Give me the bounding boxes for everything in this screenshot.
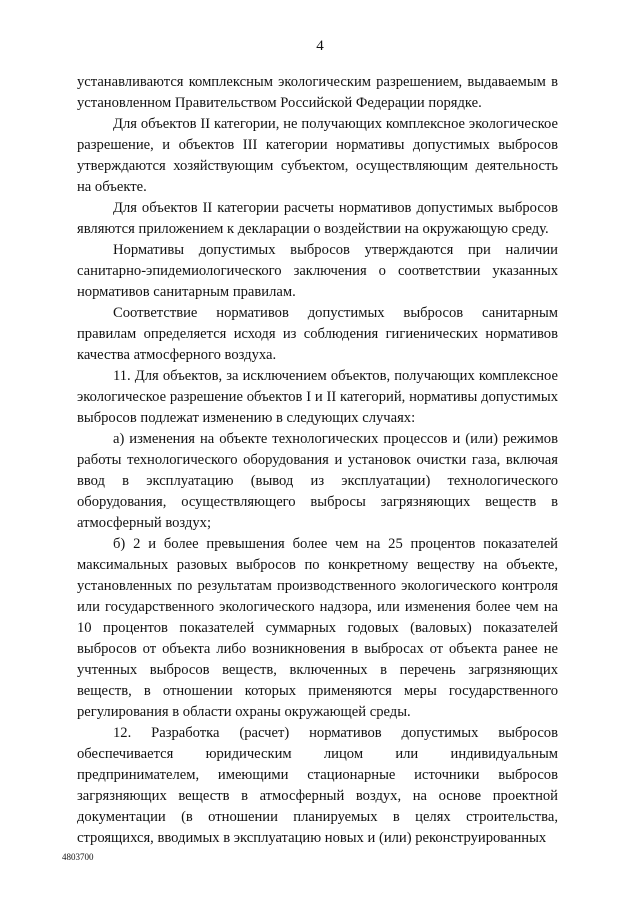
paragraph-1: устанавливаются комплексным экологическим разрешением, выдаваемым в установленном Правительством Российской Федерации порядке. bbox=[77, 74, 558, 111]
paragraph-4: Нормативы допустимых выбросов утверждаются при наличии санитарно-эпидемиологического заключения о соответствии указанных нормативов санитарным правилам. bbox=[77, 242, 558, 300]
paragraph-7: а) изменения на объекте технологических процессов и (или) режимов работы технологического оборудования и установок очистки газа, включая ввод в эксплуатацию (вывод из эксплуатации) технологического оборудования, осуществляющего выбросы загрязняющих веществ в атмосферный воздух; bbox=[77, 431, 558, 531]
document-body bbox=[77, 72, 558, 849]
paragraph-8: б) 2 и более превышения более чем на 25 процентов показателей максимальных разовых выбросов по конкретному веществу на объекте, установленных по результатам производственного экологического контроля или государственного экологического надзора, или изменения более чем на 10 процентов показателей суммарных годовых (валовых) показателей выбросов от объекта либо возникновения в выбросах от объекта ранее не учтенных выбросов веществ, включенных в перечень загрязняющих веществ, в отношении которых применяются меры государственного регулирования в области охраны окружающей среды. bbox=[77, 536, 558, 720]
paragraph-3: Для объектов II категории расчеты нормативов допустимых выбросов являются приложением к декларации о воздействии на окружающую среду. bbox=[77, 200, 558, 237]
paragraph-6: 11. Для объектов, за исключением объектов, получающих комплексное экологическое разрешение объектов I и II категорий, нормативы допустимых выбросов подлежат изменению в следующих случаях: bbox=[77, 368, 558, 426]
footer-document-code: 4803700 bbox=[62, 852, 94, 862]
paragraph-2: Для объектов II категории, не получающих комплексное экологическое разрешение, и объектов III категории нормативы допустимых выбросов утверждаются хозяйствующим субъектом, осуществляющим деятельность на объекте. bbox=[77, 116, 558, 195]
paragraph-5: Соответствие нормативов допустимых выбросов санитарным правилам определяется исходя из соблюдения гигиенических нормативов качества атмосферного воздуха. bbox=[77, 305, 558, 363]
page-number: 4 bbox=[316, 38, 324, 54]
paragraph-9: 12. Разработка (расчет) нормативов допустимых выбросов обеспечивается юридическим лицом или индивидуальным предпринимателем, имеющими стационарные источники выбросов загрязняющих веществ в атмосферный воздух, на основе проектной документации (в отношении планируемых в целях строительства, строящихся, вводимых в эксплуатацию новых и (или) реконструированных bbox=[77, 725, 558, 846]
